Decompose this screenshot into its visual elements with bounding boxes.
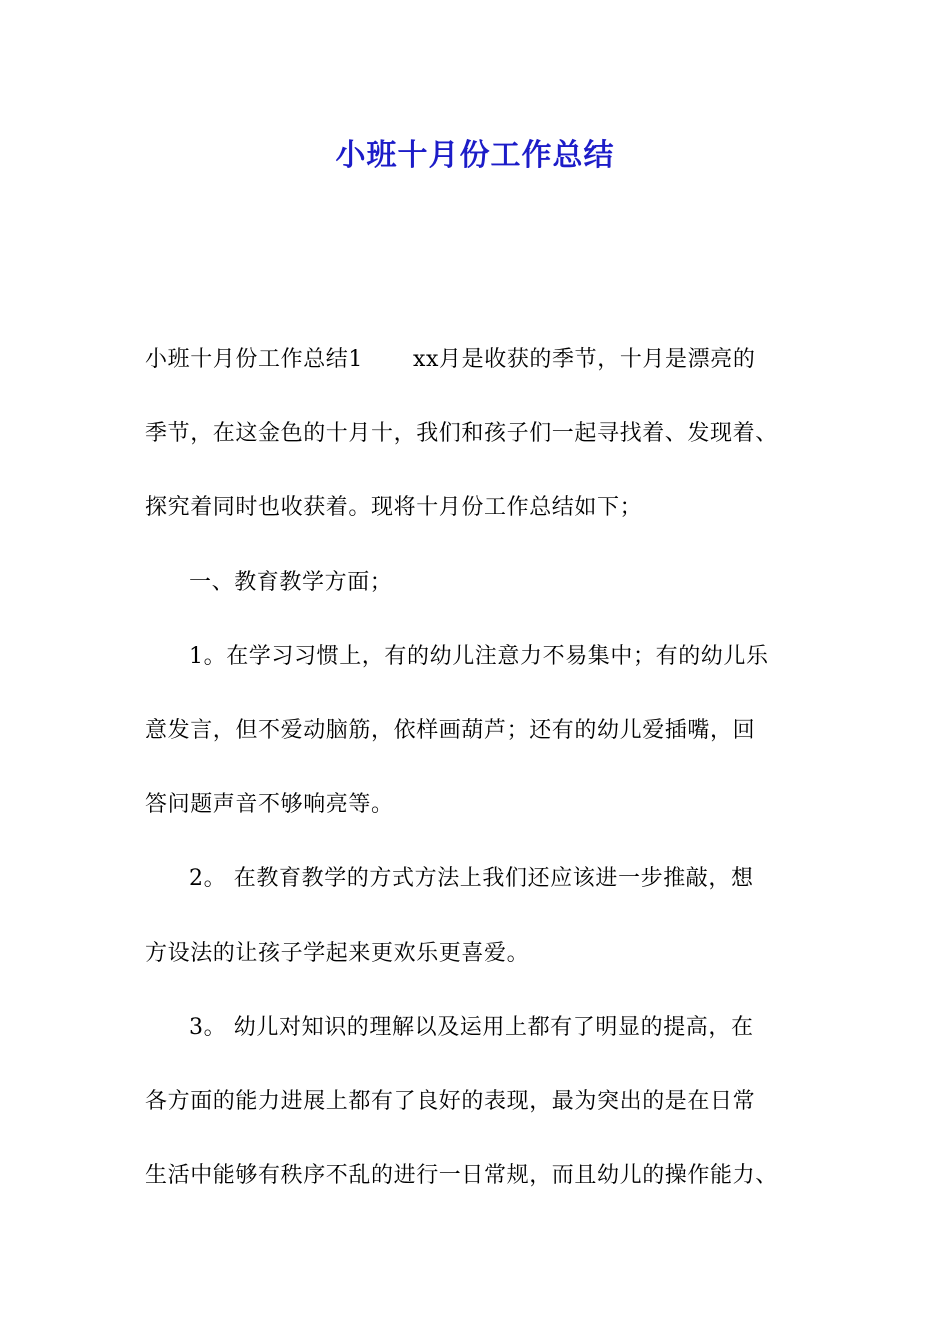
paragraph-line: 生活中能够有秩序不乱的进行一日常规，而且幼儿的操作能力、 — [145, 1163, 778, 1189]
section-heading-inline: 小班十月份工作总结1 — [145, 347, 363, 372]
paragraph-line: 季节，在这金色的十月十，我们和孩子们一起寻找着、发现着、 — [145, 421, 778, 447]
document-title: 小班十月份工作总结 — [335, 138, 615, 173]
paragraph-text: xx月是收获的季节，十月是漂亮的 — [413, 347, 756, 372]
paragraph-line: 2。 在教育教学的方式方法上我们还应该进一步推敲，想 — [189, 866, 754, 892]
section-heading: 一、教育教学方面； — [189, 569, 393, 595]
paragraph-line: 各方面的能力进展上都有了良好的表现，最为突出的是在日常 — [145, 1088, 756, 1114]
paragraph-line — [145, 339, 825, 413]
paragraph-line: 方设法的让孩子学起来更欢乐更喜爱。 — [145, 940, 530, 966]
paragraph-line: 3。 幼儿对知识的理解以及运用上都有了明显的提高，在 — [189, 1014, 754, 1040]
document-body — [145, 339, 825, 1229]
paragraph-line: 1。在学习习惯上，有的幼儿注意力不易集中；有的幼儿乐 — [189, 643, 769, 669]
paragraph-line: 探究着同时也收获着。现将十月份工作总结如下； — [145, 495, 643, 521]
paragraph-line: 意发言，但不爱动脑筋，依样画葫芦；还有的幼儿爱插嘴，回 — [145, 717, 756, 743]
paragraph-line: 答问题声音不够响亮等。 — [145, 792, 394, 818]
